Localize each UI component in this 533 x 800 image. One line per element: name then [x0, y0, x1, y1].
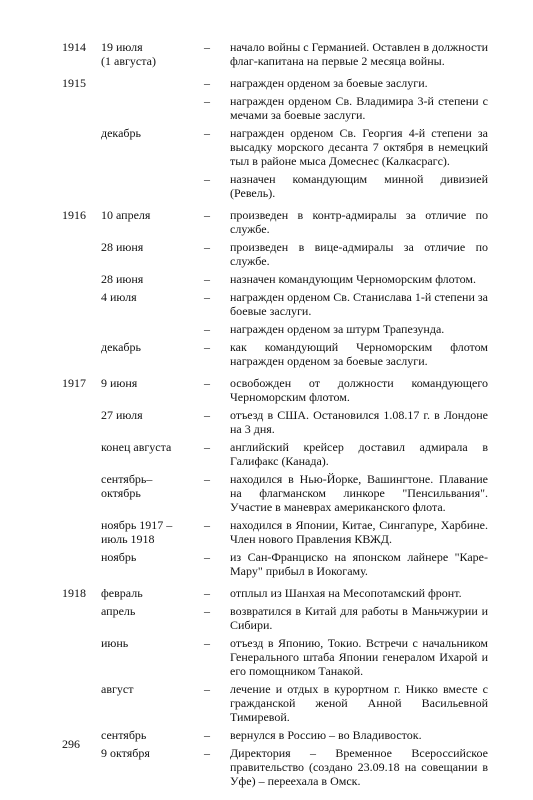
chronology-row [0, 746, 533, 788]
entry-date: ноябрь [101, 550, 137, 564]
entry-text: Директория – Временное Всероссийское правительство (создано 23.09.18 на совещании в Уфе) – переехала в Омск. [230, 746, 488, 788]
entry-text: отъезд в Японию, Токио. Встречи с начальником Генерального штаба Японии генералом Ихарой и его помощником Танакой. [230, 636, 488, 678]
chronology-row [0, 126, 533, 168]
page-number: 296 [62, 737, 80, 751]
entry-year: 1917 [62, 376, 86, 390]
entry-dash: – [204, 636, 210, 650]
entry-dash: – [204, 322, 210, 336]
entry-dash: – [204, 376, 210, 390]
chronology-row [0, 322, 533, 336]
entry-dash: – [204, 76, 210, 90]
chronology-row [0, 208, 533, 236]
entry-text: возвратился в Китай для работы в Маньчжурии и Сибири. [230, 604, 488, 632]
entry-dash: – [204, 472, 210, 486]
entry-text: награжден орденом Св. Станислава 1-й степени за боевые заслуги. [230, 290, 488, 318]
entry-text: произведен в вице-адмиралы за отличие по службе. [230, 240, 488, 268]
entry-year: 1914 [62, 40, 86, 54]
entry-date: 10 апреля [101, 208, 151, 222]
entry-text: отплыл из Шанхая на Месопотамский фронт. [230, 586, 462, 600]
entry-text: английский крейсер доставил адмирала в Галифакс (Канада). [230, 440, 488, 468]
chronology-row [0, 40, 533, 68]
entry-date: 9 июня [101, 376, 138, 390]
entry-dash: – [204, 728, 210, 742]
entry-dash: – [204, 126, 210, 140]
entry-dash: – [204, 94, 210, 108]
chronology-row [0, 408, 533, 436]
entry-text: произведен в контр-адмиралы за отличие по службе. [230, 208, 488, 236]
entry-text: из Сан-Франциско на японском лайнере "Каре-Мару" прибыл в Иокогаму. [230, 550, 488, 578]
entry-date: 28 июня [101, 240, 144, 254]
entry-date: декабрь [101, 126, 141, 140]
entry-date: февраль [101, 586, 143, 600]
entry-text: лечение и отдых в курортном г. Никко вместе с гражданской женой Анной Васильевной Тимиревой. [230, 682, 488, 724]
entry-date: август [101, 682, 134, 696]
chronology-row [0, 272, 533, 286]
entry-text: награжден орденом за боевые заслуги. [230, 76, 428, 90]
chronology-row [0, 518, 533, 546]
entry-text: находился в Японии, Китае, Сингапуре, Харбине. Член нового Правления КВЖД. [230, 518, 488, 546]
entry-dash: – [204, 172, 210, 186]
entry-year: 1916 [62, 208, 86, 222]
entry-date: конец августа [101, 440, 172, 454]
entry-date: сентябрь [101, 728, 147, 742]
chronology-row [0, 636, 533, 678]
entry-dash: – [204, 518, 210, 532]
entry-dash: – [204, 550, 210, 564]
chronology-row [0, 340, 533, 368]
entry-date: 28 июня [101, 272, 144, 286]
chronology-row [0, 76, 533, 90]
entry-date: сентябрь– октябрь [101, 472, 153, 500]
entry-text: как командующий Черноморским флотом награжден орденом за боевые заслуги. [230, 340, 488, 368]
entry-text: находился в Нью-Йорке, Вашингтоне. Плавание на флагманском линкоре "Пенсильвания". Участие в маневрах американского флота. [230, 472, 488, 514]
entry-text: вернулся в Россию – во Владивосток. [230, 728, 422, 742]
entry-text: награжден орденом за штурм Трапезунда. [230, 322, 445, 336]
chronology-row [0, 550, 533, 578]
entry-text: назначен командующим минной дивизией (Ревель). [230, 172, 488, 200]
entry-year: 1915 [62, 76, 86, 90]
entry-dash: – [204, 440, 210, 454]
chronology-row [0, 94, 533, 122]
entry-dash: – [204, 408, 210, 422]
entry-date: 19 июля (1 августа) [101, 40, 156, 68]
entry-text: назначен командующим Черноморским флотом. [230, 272, 476, 286]
entry-date: июнь [101, 636, 129, 650]
chronology-table [0, 40, 533, 792]
chronology-row [0, 604, 533, 632]
entry-dash: – [204, 240, 210, 254]
entry-dash: – [204, 682, 210, 696]
entry-dash: – [204, 586, 210, 600]
entry-dash: – [204, 746, 210, 760]
entry-dash: – [204, 40, 210, 54]
entry-text: начало войны с Германией. Оставлен в должности флаг-капитана на первые 2 месяца войны. [230, 40, 488, 68]
chronology-row [0, 172, 533, 200]
entry-date: 4 июля [101, 290, 137, 304]
chronology-row [0, 440, 533, 468]
entry-date: ноябрь 1917 – июль 1918 [101, 518, 173, 546]
entry-dash: – [204, 272, 210, 286]
entry-dash: – [204, 208, 210, 222]
chronology-row [0, 376, 533, 404]
entry-text: награжден орденом Св. Георгия 4-й степени за высадку морского десанта 7 октября в немецкий тыл в районе мыса Домеснес (Калкасрагс). [230, 126, 488, 168]
entry-date: 9 октября [101, 746, 150, 760]
chronology-row [0, 290, 533, 318]
chronology-row [0, 472, 533, 514]
entry-date: 27 июля [101, 408, 143, 422]
entry-text: отъезд в США. Остановился 1.08.17 г. в Лондоне на 3 дня. [230, 408, 488, 436]
entry-text: освобожден от должности командующего Черноморским флотом. [230, 376, 488, 404]
entry-dash: – [204, 290, 210, 304]
entry-dash: – [204, 340, 210, 354]
entry-date: апрель [101, 604, 136, 618]
entry-date: декабрь [101, 340, 141, 354]
entry-text: награжден орденом Св. Владимира 3-й степени с мечами за боевые заслуги. [230, 94, 488, 122]
chronology-row [0, 586, 533, 600]
entry-year: 1918 [62, 586, 86, 600]
chronology-row [0, 240, 533, 268]
chronology-row [0, 682, 533, 724]
entry-dash: – [204, 604, 210, 618]
